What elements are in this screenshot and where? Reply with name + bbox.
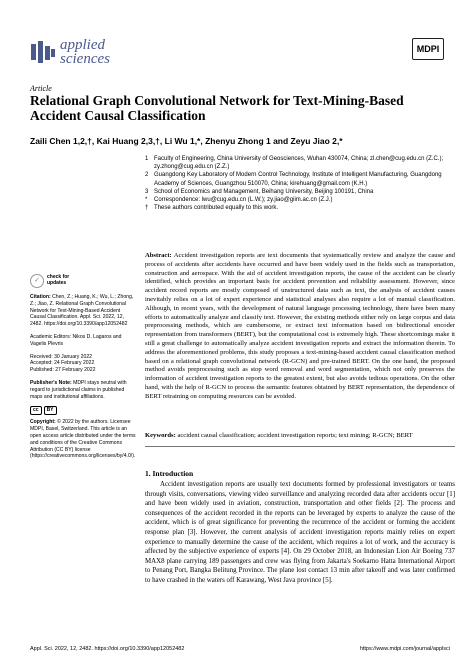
- by-icon: BY: [44, 406, 57, 415]
- journal-logo-icon: [30, 40, 56, 64]
- affiliation-number: *: [145, 197, 148, 204]
- affiliation-number: 2: [145, 172, 149, 179]
- abstract-text: Accident investigation reports are text documents that systematically review and analyze the cause and process of accidents after accidents have occurred and have been widely used in the fields such as transportation, construction and aerospace. With the aid of accident investigation reports, the cause of the accident can be clearly identified, which provides an important basis for accident prevention and reliability assessment. However, since accident record reports are mostly composed of unstructured data such as text, the analysis of accident causes inevitably relies on a lot of expert experience and statistical analyses also require a lot of manual classification. Although, in recent years, with the development of natural language processing technology, there have been many efforts to automatically analyze and classify text. However, the existing methods either rely on large corpus and data preprocessing methods, which are cumbersome, or extract text information based on bidirectional encoder representation from transformers (BERT), but the computational cost is extremely high. These shortcomings make it still a great challenge to automatically analyze accident investigation reports and extract the information therein. To address the aforementioned problems, this study proposes a text-mining-based accident causal classification method based on a relational graph convolutional network (R-GCN) and pre-trained BERT. On the one hand, the proposed method avoids preprocessing such as stop word removal and word segmentation, which not only preserves the information of accident investigation reports to the greatest extent, but also avoids tedious operations. On the other hand, with the help of R-GCN to process the semantic features obtained by BERT representation, the dependence of BERT retraining on computing resources can be avoided.: [145, 252, 455, 400]
- footer-journal-link[interactable]: https://www.mdpi.com/journal/applsci: [359, 646, 450, 652]
- affiliation-text: Guangdong Key Laboratory of Modern Control Technology, Institute of Intelligent Manufacturing, Guangdong Academy of Sciences, Guangzhou 510070, China; kirehuang@gmail.com (K.H.): [154, 172, 442, 187]
- affiliation-number: 1: [145, 156, 149, 162]
- abstract-label: Abstract:: [145, 252, 172, 259]
- divider: [145, 446, 455, 447]
- page-footer: [30, 646, 450, 652]
- affiliation-number: 3: [145, 188, 149, 195]
- affiliation-1: [145, 155, 455, 171]
- editor-names: Nikos D. Lagaros and Vagelis Plevris: [30, 333, 122, 347]
- citation: [30, 294, 136, 328]
- cc-icon: cc: [30, 406, 42, 415]
- affiliations: [145, 155, 455, 212]
- keywords-label: Keywords:: [145, 432, 176, 439]
- check-updates-line2: updates: [47, 280, 67, 286]
- publisher-note-label: Publisher's Note:: [30, 379, 72, 386]
- affiliation-text: School of Economics and Management, Beihang University, Beijing 100191, China: [154, 188, 374, 195]
- article-type: Article: [30, 84, 52, 93]
- copyright: [30, 419, 136, 460]
- journal-name-line1: applied: [60, 37, 105, 53]
- introduction-text: Accident investigation reports are usually text documents formed by professional investigators or teams through visits, conversations, viewing video surveillance and analyzing recorded data after accidents occur [1] and have been widely used in aviation, construction, transportation and other fields [2]. The process and consequences of the accident recorded in the reports can be leveraged by experts to analyze the cause of the accident, which is of great significance for preventing the recurrence of the accident or forming the accident response plan [3]. However, the current analysis of accident investigation reports mainly relies on expert experience to manually determine the cause of the accident, which requires a lot of work, and the accuracy is affected by the subjective experience of experts [4]. On 29 October 2018, an Indonesian Lion Air Boeing 737 MAX8 plane carrying 189 passengers and crew was flying from Jakarta's Soekarno Hatta International Airport to Penang Port, Bangka Belitung Province. The plane lost contact 13 min after takeoff and was later confirmed to have crashed in the waters off Karawang, West Java province [5].: [145, 481, 455, 584]
- check-updates-line1: check for: [47, 274, 70, 281]
- section-heading: 1. Introduction: [145, 469, 194, 478]
- abstract: [145, 252, 455, 402]
- affiliation-number: †: [145, 205, 149, 212]
- footer-citation[interactable]: Appl. Sci. 2022, 12, 2482. https://doi.org/10.3390/app12052482: [30, 646, 185, 652]
- paper-title: Relational Graph Convolutional Network for Text-Mining-Based Accident Causal Classification: [30, 93, 404, 123]
- affiliation-3: [145, 188, 455, 196]
- editor-label: Academic Editors:: [30, 333, 72, 340]
- copyright-text: © 2022 by the authors. Licensee MDPI, Basel, Switzerland. This article is an open access article distributed under the terms and conditions of the Creative Commons Attribution (CC BY) license (https://creativecommons.org/licenses/by/4.0/).: [30, 419, 136, 460]
- keywords: [145, 432, 455, 441]
- equal-contribution-note: [145, 204, 455, 212]
- received-date: Received: 30 January 2022: [30, 353, 93, 360]
- check-updates-icon: ✓: [30, 274, 44, 288]
- accepted-date: Accepted: 24 February 2022: [30, 360, 95, 367]
- keywords-text: accident causal classification; accident investigation reports; text mining; R-GCN; BERT: [177, 432, 413, 439]
- publisher-note: [30, 380, 136, 400]
- academic-editors: [30, 334, 136, 348]
- copyright-label: Copyright:: [30, 419, 56, 426]
- correspondence: [145, 196, 455, 204]
- affiliation-text: Faculty of Engineering, China University of Geosciences, Wuhan 430074, China; zl.chen@cug.edu.cn (Z.C.); zy.zhong@cug.edu.cn (Z.Z.): [154, 156, 444, 171]
- citation-label: Citation:: [30, 294, 51, 300]
- check-for-updates-button[interactable]: [30, 274, 136, 288]
- journal-name-line2: sciences: [60, 51, 110, 67]
- affiliation-2: [145, 171, 455, 187]
- affiliation-text: Correspondence: lwu@cug.edu.cn (L.W.); zy.jiao@giim.ac.cn (Z.J.): [154, 197, 333, 204]
- published-date: Published: 27 February 2022: [30, 367, 96, 374]
- affiliation-text: These authors contributed equally to this work.: [154, 205, 279, 212]
- dates: [30, 354, 136, 374]
- journal-name: [60, 38, 110, 66]
- citation-text: Chen, Z.; Huang, K.; Wu, L.; Zhong, Z.; Jiao, Z. Relational Graph Convolutional Network for Text-Mining-Based Accident Causal Classification. Appl. Sci. 2022, 12, 2482. https://doi.org/10.3390/app12052482: [30, 294, 134, 328]
- sidebar: [30, 274, 136, 466]
- publisher-note-text: MDPI stays neutral with regard to jurisdictional claims in published maps and institutional affiliations.: [30, 379, 127, 400]
- cc-license-badge[interactable]: [30, 406, 136, 415]
- publisher-logo: MDPI: [412, 38, 444, 60]
- author-list: Zaili Chen 1,2,†, Kai Huang 2,3,†, Li Wu 1,*, Zhenyu Zhong 1 and Zeyu Jiao 2,*: [30, 136, 343, 146]
